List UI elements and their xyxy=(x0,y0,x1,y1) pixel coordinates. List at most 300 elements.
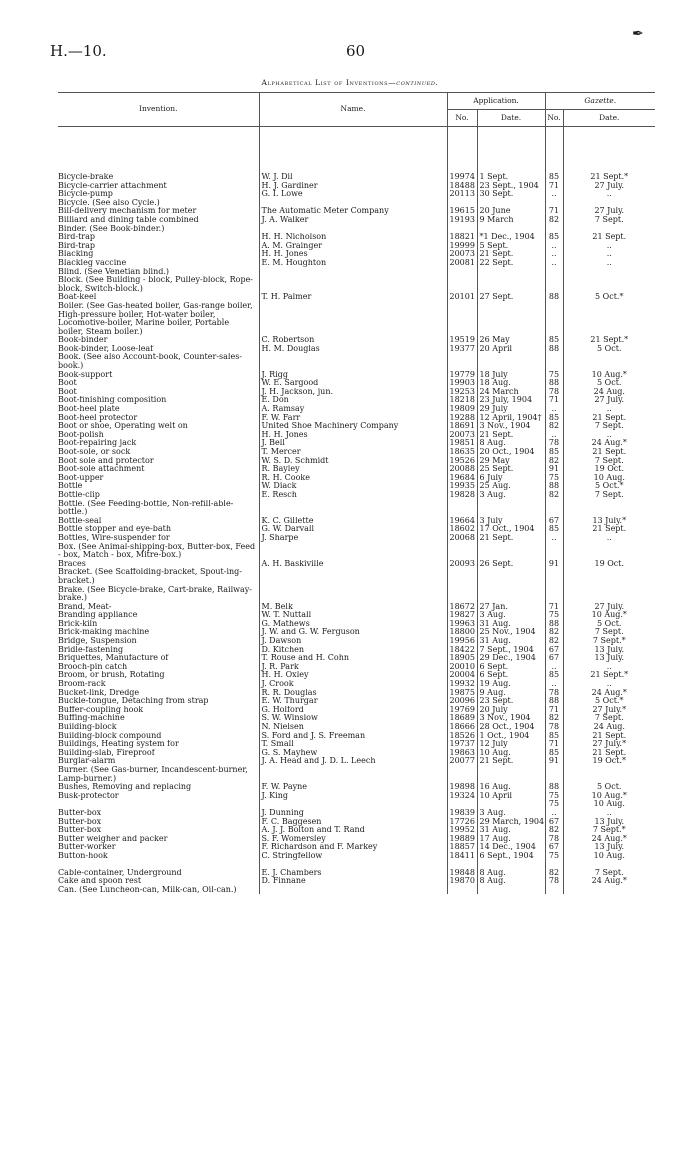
cell-gno: 82 xyxy=(545,826,563,835)
cell-gdate: 13 July. xyxy=(563,818,655,827)
cell-no: 20113 xyxy=(447,190,477,199)
cell-gno: 78 xyxy=(545,388,563,397)
cell-no: 18635 xyxy=(447,448,477,457)
cell-gno: 85 xyxy=(545,671,563,680)
cell-date: 1 Oct., 1904 xyxy=(477,732,545,741)
cell-inv: Book-binder, Loose-leaf xyxy=(58,344,154,353)
table-row xyxy=(58,792,655,801)
cell-name: W. Diack xyxy=(259,482,447,491)
cell-gdate: 24 Aug. xyxy=(563,723,655,732)
cell-gdate: 13 July. xyxy=(563,843,655,852)
cell-inv: Bill-delivery mechanism for meter xyxy=(58,207,197,216)
cell-no xyxy=(447,302,477,336)
cell-no: 18602 xyxy=(447,525,477,534)
cell-no: 19827 xyxy=(447,611,477,620)
list-title xyxy=(0,78,700,87)
cell-name: J. Crook xyxy=(259,680,447,689)
cell-gdate: 21 Sept. xyxy=(563,448,655,457)
cell-no: 19526 xyxy=(447,457,477,466)
cell-name: E. Don xyxy=(259,396,447,405)
cell-date: 18 July xyxy=(477,371,545,380)
cell-gdate: 24 Aug. xyxy=(563,388,655,397)
cell-date: 3 Aug. xyxy=(477,491,545,500)
table-row xyxy=(58,379,655,388)
cell-date: 9 March xyxy=(477,216,545,225)
cell-name: H. J. Gardiner xyxy=(259,182,447,191)
table-row xyxy=(58,371,655,380)
cell-no: 19863 xyxy=(447,749,477,758)
table-row xyxy=(58,869,655,878)
cell-gno xyxy=(545,586,563,603)
cell-date: 21 Sept. xyxy=(477,757,545,766)
table-row xyxy=(58,877,655,886)
cell-gdate: 21 Sept.* xyxy=(563,336,655,345)
cell-name: N. Nielsen xyxy=(259,723,447,732)
table-row xyxy=(58,706,655,715)
cell-inv: Button-hook xyxy=(58,851,108,860)
table-row xyxy=(58,190,655,199)
cell-inv: Bracket. (See Scaffolding-bracket, Spout-ing-bracket.) xyxy=(58,568,242,585)
cell-date xyxy=(477,500,545,517)
cell-no: 20088 xyxy=(447,465,477,474)
cell-gno: 82 xyxy=(545,216,563,225)
table-row xyxy=(58,826,655,835)
cell-gno: 67 xyxy=(545,843,563,852)
cell-gdate: 10 Aug.* xyxy=(563,371,655,380)
cell-no xyxy=(447,268,477,277)
cell-no: 19193 xyxy=(447,216,477,225)
cell-no xyxy=(447,276,477,293)
cell-name xyxy=(259,543,447,560)
cell-name xyxy=(259,199,447,208)
cell-inv: Book-binder xyxy=(58,336,108,345)
cell-date xyxy=(477,543,545,560)
cell-date: 30 Sept. xyxy=(477,190,545,199)
cell-no: 18821 xyxy=(447,233,477,242)
cell-date xyxy=(477,353,545,370)
cell-name: F. W. Farr xyxy=(259,414,447,423)
cell-gno: 75 xyxy=(545,792,563,801)
cell-gno xyxy=(545,302,563,336)
cell-gno: 82 xyxy=(545,869,563,878)
cell-date: 5 Sept. xyxy=(477,242,545,251)
cell-date: 8 Aug. xyxy=(477,439,545,448)
cell-gdate: 13 July.* xyxy=(563,517,655,526)
cell-gno: 85 xyxy=(545,233,563,242)
cell-gno: 75 xyxy=(545,800,563,809)
cell-no: 18691 xyxy=(447,422,477,431)
cell-inv: Bushes, Removing and replacing xyxy=(58,783,192,792)
cell-no: 19848 xyxy=(447,869,477,878)
cell-date: 3 Nov., 1904 xyxy=(477,714,545,723)
cell-date xyxy=(477,766,545,783)
cell-inv: Box. (See Animal-shipping-box, Butter-box, Feed - box, Match - box, Mitre-box.) xyxy=(58,542,256,560)
cell-gdate: 21 Sept. xyxy=(563,233,655,242)
cell-no: 19956 xyxy=(447,637,477,646)
table-row xyxy=(58,611,655,620)
cell-inv: Cable-container, Underground xyxy=(58,868,182,877)
cell-name: F. Richardson and F. Markey xyxy=(259,843,447,852)
cell-gdate: 7 Sept. xyxy=(563,714,655,723)
cell-inv: Bottle stopper and eye-bath xyxy=(58,525,171,534)
cell-date: 6 Sept. xyxy=(477,663,545,672)
cell-no: 19769 xyxy=(447,706,477,715)
cell-date: 18 Aug. xyxy=(477,379,545,388)
cell-no: 19615 xyxy=(447,207,477,216)
cell-gno: 71 xyxy=(545,207,563,216)
cell-gno: 67 xyxy=(545,646,563,655)
cell-inv: Binder. (See Book-binder.) xyxy=(58,224,165,233)
cell-gdate: 10 Aug. xyxy=(563,852,655,861)
col-header-name: Name. xyxy=(259,93,447,127)
cell-date: 7 Sept., 1904 xyxy=(477,646,545,655)
cell-gdate: 7 Sept.* xyxy=(563,637,655,646)
table-row xyxy=(58,173,655,182)
cell-no: 19903 xyxy=(447,379,477,388)
cell-name xyxy=(259,586,447,603)
cell-date: 20 April xyxy=(477,345,545,354)
cell-gdate: 5 Oct. xyxy=(563,783,655,792)
cell-name: W. J. Dil xyxy=(259,173,447,182)
cell-gdate: 27 July. xyxy=(563,182,655,191)
cell-date: 9 Aug. xyxy=(477,689,545,698)
cell-name: J. A. Head and J. D. L. Leech xyxy=(259,757,447,766)
cell-gdate xyxy=(563,886,655,895)
cell-no xyxy=(447,543,477,560)
col-header-gazette: Gazette. xyxy=(545,93,655,110)
cell-inv: Butter-worker xyxy=(58,843,116,852)
table-row xyxy=(58,543,655,560)
cell-gno: 85 xyxy=(545,749,563,758)
cell-name xyxy=(259,500,447,517)
cell-name: S. Ford and J. S. Freeman xyxy=(259,732,447,741)
table-row xyxy=(58,800,655,809)
cell-no: 18422 xyxy=(447,646,477,655)
cell-inv: Burglar-alarm xyxy=(58,757,116,766)
cell-date: 8 Aug. xyxy=(477,869,545,878)
cell-gno: 88 xyxy=(545,379,563,388)
cell-date: 10 Aug. xyxy=(477,749,545,758)
cell-gdate: .. xyxy=(563,259,655,268)
cell-gdate: 24 Aug.* xyxy=(563,877,655,886)
cell-no: 18488 xyxy=(447,182,477,191)
cell-date: 16 Aug. xyxy=(477,783,545,792)
cell-inv: Boot-polish xyxy=(58,430,104,439)
cell-date: 31 Aug. xyxy=(477,637,545,646)
cell-no: 19377 xyxy=(447,345,477,354)
cell-inv: Bridge, Suspension xyxy=(58,637,137,646)
cell-name: E. M. Houghton xyxy=(259,259,447,268)
cell-inv: Bottle xyxy=(58,482,83,491)
cell-date: 26 May xyxy=(477,336,545,345)
cell-name: G. Holford xyxy=(259,706,447,715)
cell-gdate: 5 Oct. xyxy=(563,345,655,354)
cell-gno: 71 xyxy=(545,182,563,191)
cell-inv: Butter-box xyxy=(58,817,102,826)
cell-date xyxy=(477,568,545,585)
cell-no: 19737 xyxy=(447,740,477,749)
table-row xyxy=(58,474,655,483)
table-row xyxy=(58,500,655,517)
cell-no xyxy=(447,800,477,809)
cell-name: J. R. Park xyxy=(259,663,447,672)
cell-gno: 78 xyxy=(545,835,563,844)
cell-date: 31 Aug. xyxy=(477,826,545,835)
document-code: H.—10. xyxy=(50,42,107,60)
cell-name: A. M. Grainger xyxy=(259,242,447,251)
cell-date: 21 Sept. xyxy=(477,534,545,543)
cell-gno: 67 xyxy=(545,654,563,663)
cell-no: 19974 xyxy=(447,173,477,182)
cell-date: 3 July xyxy=(477,517,545,526)
cell-gno xyxy=(545,543,563,560)
cell-gdate: 13 July. xyxy=(563,654,655,663)
cell-gno: 78 xyxy=(545,877,563,886)
cell-name: The Automatic Meter Company xyxy=(259,207,447,216)
table-row xyxy=(58,809,655,818)
cell-inv: Buffing-machine xyxy=(58,714,125,723)
cell-no xyxy=(447,353,477,370)
cell-name: E. J. Chambers xyxy=(259,869,447,878)
cell-date xyxy=(477,586,545,603)
cell-inv: Building-block xyxy=(58,723,117,731)
cell-no: 20073 xyxy=(447,431,477,440)
cell-gno: 88 xyxy=(545,482,563,491)
cell-gno: 75 xyxy=(545,852,563,861)
table-row xyxy=(58,568,655,585)
cell-name: A. J. J. Bolton and T. Rand xyxy=(259,826,447,835)
cell-date: 23 July, 1904 xyxy=(477,396,545,405)
cell-gdate xyxy=(563,302,655,336)
cell-gno: .. xyxy=(545,250,563,259)
cell-date: 22 Sept. xyxy=(477,259,545,268)
cell-name: F. W. Payne xyxy=(259,783,447,792)
cell-gdate: 19 Oct. xyxy=(563,560,655,569)
cell-gdate: 7 Sept. xyxy=(563,628,655,637)
cell-name: T. Mercer xyxy=(259,448,447,457)
cell-gdate: 10 Aug.* xyxy=(563,792,655,801)
cell-inv: Boot-upper xyxy=(58,473,104,482)
cell-name: H. H. Jones xyxy=(259,250,447,259)
cell-gdate: 5 Oct.* xyxy=(563,293,655,302)
cell-inv: Brick-kiln xyxy=(58,619,98,628)
cell-name: H. H. Jones xyxy=(259,431,447,440)
cell-gno xyxy=(545,199,563,208)
cell-date: 26 Sept. xyxy=(477,560,545,569)
table-row xyxy=(58,560,655,569)
cell-gdate: 21 Sept. xyxy=(563,732,655,741)
table-row xyxy=(58,216,655,225)
cell-gno: .. xyxy=(545,534,563,543)
cell-name xyxy=(259,886,447,895)
cell-gno: .. xyxy=(545,405,563,414)
cell-no: 18857 xyxy=(447,843,477,852)
cell-inv: Boiler. (See Gas-heated boiler, Gas-range boiler, High-pressure boiler, Hot-water boiler, Locomotive-boiler, Marine boiler, Portable boiler, Steam boiler.) xyxy=(58,301,253,336)
cell-name: E. W. Thurgar xyxy=(259,697,447,706)
table-row xyxy=(58,182,655,191)
cell-name: K. C. Gillette xyxy=(259,517,447,526)
cell-name xyxy=(259,353,447,370)
cell-no: 19889 xyxy=(447,835,477,844)
cell-gdate xyxy=(563,586,655,603)
table-row xyxy=(58,199,655,208)
cell-name: H. M. Douglas xyxy=(259,345,447,354)
cell-gdate: 27 July.* xyxy=(563,706,655,715)
cell-name xyxy=(259,225,447,234)
cell-date: 10 April xyxy=(477,792,545,801)
cell-date: 29 Dec., 1904 xyxy=(477,654,545,663)
cell-gno xyxy=(545,500,563,517)
cell-gdate xyxy=(563,199,655,208)
cell-date: 20 Oct., 1904 xyxy=(477,448,545,457)
cell-date xyxy=(477,302,545,336)
cell-gdate: .. xyxy=(563,809,655,818)
cell-name xyxy=(259,800,447,809)
cell-gdate: 7 Sept. xyxy=(563,491,655,500)
cell-gno: 85 xyxy=(545,448,563,457)
cell-gno xyxy=(545,886,563,895)
cell-gno xyxy=(545,766,563,783)
table-row xyxy=(58,637,655,646)
cell-inv: Bottles, Wire-suspender for xyxy=(58,533,170,542)
cell-no: 19963 xyxy=(447,620,477,629)
cell-no xyxy=(447,500,477,517)
table-row xyxy=(58,207,655,216)
cell-no: 18666 xyxy=(447,723,477,732)
cell-gno: .. xyxy=(545,242,563,251)
table-row xyxy=(58,783,655,792)
cell-name: J. Rigg xyxy=(259,371,447,380)
cell-inv: Block. (See Building - block, Pulley-block, Rope-block, Switch-block.) xyxy=(58,276,253,293)
cell-gno: 82 xyxy=(545,637,563,646)
cell-date xyxy=(477,199,545,208)
table-row xyxy=(58,457,655,466)
cell-date: 12 April, 1904† xyxy=(477,414,545,423)
cell-name: H. H. Oxley xyxy=(259,671,447,680)
cell-date xyxy=(477,276,545,293)
cell-inv: Briquettes, Manufacture of xyxy=(58,654,169,663)
table-row xyxy=(58,663,655,672)
cell-no: 20010 xyxy=(447,663,477,672)
cell-date: 27 Jan. xyxy=(477,603,545,612)
cell-no: 19999 xyxy=(447,242,477,251)
cell-date: 25 Aug. xyxy=(477,482,545,491)
cell-no: 19684 xyxy=(447,474,477,483)
cell-name: F. C. Baggesen xyxy=(259,818,447,827)
cell-no: 19809 xyxy=(447,405,477,414)
cell-inv: Bird-trap xyxy=(58,233,96,242)
table-row xyxy=(58,405,655,414)
cell-gno: 71 xyxy=(545,396,563,405)
table-row xyxy=(58,723,655,732)
cell-date: 8 Aug. xyxy=(477,877,545,886)
cell-gno: 75 xyxy=(545,474,563,483)
cell-date: 12 July xyxy=(477,740,545,749)
cell-inv: Broom-rack xyxy=(58,680,106,689)
cell-inv: Boot-heel protector xyxy=(58,413,138,422)
table-row xyxy=(58,835,655,844)
cell-gdate: 10 Aug.* xyxy=(563,611,655,620)
table-row xyxy=(58,336,655,345)
cell-gno: 85 xyxy=(545,414,563,423)
cell-gno: 82 xyxy=(545,628,563,637)
cell-inv: Buildings, Heating system for xyxy=(58,740,179,749)
cell-gno xyxy=(545,353,563,370)
cell-gdate: 24 Aug.* xyxy=(563,439,655,448)
cell-no: 18672 xyxy=(447,603,477,612)
cell-name: G. S. Mayhew xyxy=(259,749,447,758)
table-row xyxy=(58,431,655,440)
cell-name: J. Dunning xyxy=(259,809,447,818)
cell-no: 18411 xyxy=(447,852,477,861)
cell-gno xyxy=(545,225,563,234)
cell-name xyxy=(259,302,447,336)
cell-gdate: 19 Oct.* xyxy=(563,757,655,766)
cell-date: *1 Dec., 1904 xyxy=(477,233,545,242)
cell-inv: Brand, Meat- xyxy=(58,602,112,611)
cell-gno: 88 xyxy=(545,620,563,629)
cell-inv: Boat-keel xyxy=(58,293,97,302)
cell-date: 1 Sept. xyxy=(477,173,545,182)
cell-gdate: .. xyxy=(563,534,655,543)
cell-name: D. Kitchen xyxy=(259,646,447,655)
table-row xyxy=(58,259,655,268)
cell-inv: Can. (See Luncheon-can, Milk-can, Oil-can.) xyxy=(58,885,237,894)
table-row xyxy=(58,680,655,689)
cell-gdate: 27 July. xyxy=(563,207,655,216)
table-row xyxy=(58,732,655,741)
cell-no: 19935 xyxy=(447,482,477,491)
cell-inv: Bridle-fastening xyxy=(58,645,124,654)
cell-gno: 67 xyxy=(545,517,563,526)
cell-no: 19664 xyxy=(447,517,477,526)
cell-no: 18689 xyxy=(447,714,477,723)
cell-date xyxy=(477,800,545,809)
cell-name: G. W. Darvall xyxy=(259,525,447,534)
cell-date: 25 Sept. xyxy=(477,465,545,474)
cell-date: 20 July xyxy=(477,706,545,715)
cell-gno xyxy=(545,268,563,277)
cell-gno: 71 xyxy=(545,603,563,612)
cell-date: 17 Aug. xyxy=(477,835,545,844)
cell-inv: Blackleg vaccine xyxy=(58,258,127,267)
cell-name xyxy=(259,268,447,277)
cell-name: R. R. Douglas xyxy=(259,689,447,698)
table-row xyxy=(58,448,655,457)
cell-gno: 85 xyxy=(545,173,563,182)
cell-date: 24 March xyxy=(477,388,545,397)
cell-no: 20096 xyxy=(447,697,477,706)
cell-gno: 85 xyxy=(545,336,563,345)
cell-inv: Boot xyxy=(58,379,77,388)
cell-gdate xyxy=(563,276,655,293)
cell-date: 25 Nov., 1904 xyxy=(477,628,545,637)
cell-inv: Burner. (See Gas-burner, Incandescent-burner, Lamp-burner.) xyxy=(58,765,248,783)
table-row xyxy=(58,852,655,861)
table-row xyxy=(58,534,655,543)
table-row xyxy=(58,620,655,629)
cell-no xyxy=(447,199,477,208)
cell-inv: Building-block compound xyxy=(58,731,162,740)
cell-gdate: 10 Aug. xyxy=(563,800,655,809)
cell-inv: Building-slab, Fireproof xyxy=(58,748,155,757)
cell-gdate: 21 Sept. xyxy=(563,414,655,423)
cell-no: 18800 xyxy=(447,628,477,637)
cell-gdate: .. xyxy=(563,431,655,440)
cell-name: J. Sharpe xyxy=(259,534,447,543)
cell-no xyxy=(447,766,477,783)
cell-no: 19932 xyxy=(447,680,477,689)
